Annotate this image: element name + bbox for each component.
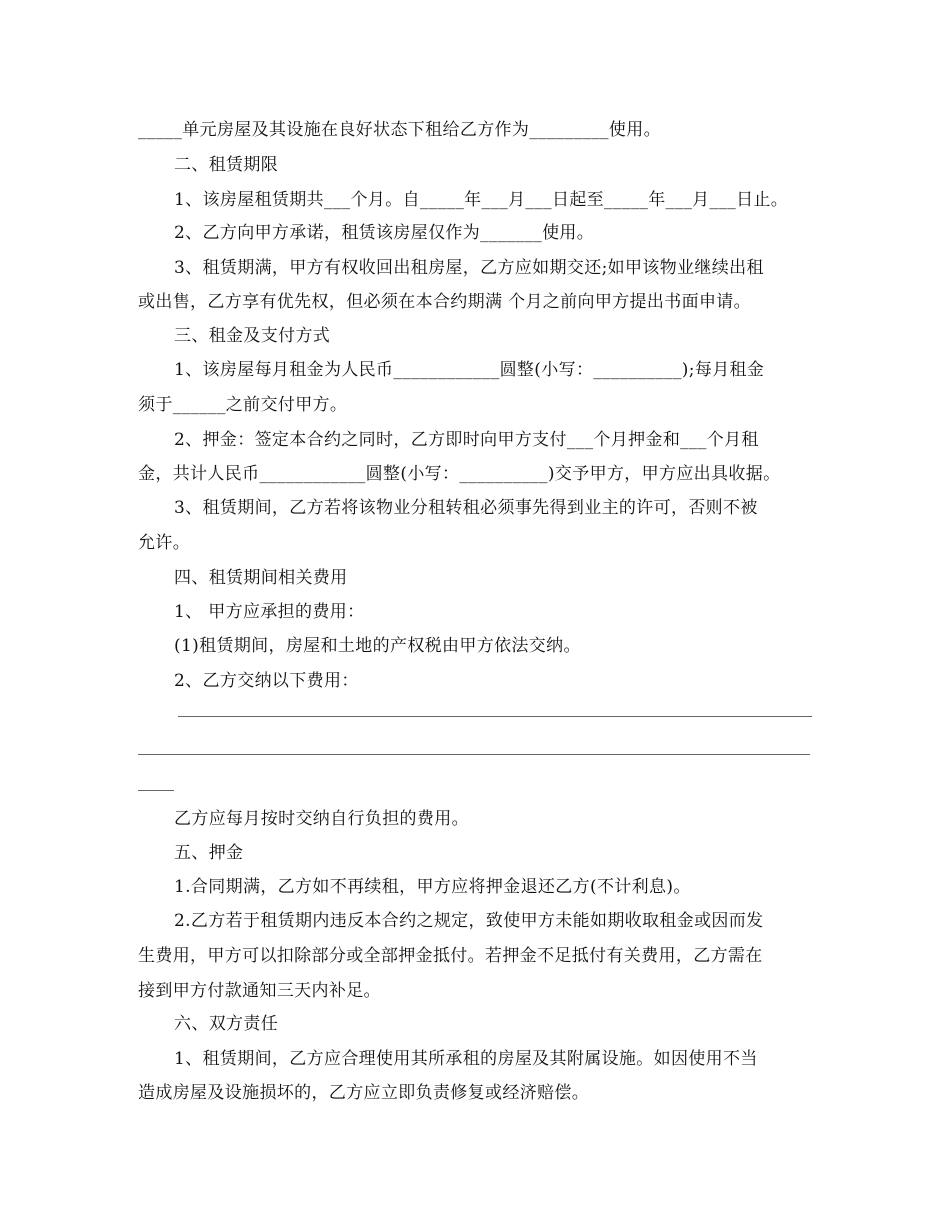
- section-heading: 三、租金及支付方式: [174, 326, 331, 346]
- clause: 2.乙方若于租赁期内违反本合约之规定，致使甲方未能如期收取租金或因而发: [174, 911, 764, 931]
- text-line: 须于______之前交付甲方。: [138, 395, 348, 415]
- text-line: _____单元房屋及其设施在良好状态下租给乙方作为_________使用。: [138, 120, 661, 140]
- text-line: 或出售，乙方享有优先权，但必须在本合约期满 个月之前向甲方提出书面申请。: [138, 292, 752, 312]
- section-heading: 四、租赁期间相关费用: [174, 568, 348, 588]
- clause: 1、该房屋租赁期共___个月。自_____年___月___日起至_____年___月___日止。: [174, 190, 789, 210]
- blank-fill-line: [138, 754, 810, 755]
- clause: 2、押金：签定本合约之同时，乙方即时向甲方支付___个月押金和___个月租: [174, 430, 759, 450]
- text-line: 允许。: [138, 533, 191, 553]
- text-line: 造成房屋及设施损坏的，乙方应立即负责修复或经济赔偿。: [138, 1083, 590, 1103]
- clause: 3、租赁期间，乙方若将该物业分租转租必须事先得到业主的许可，否则不被: [174, 498, 758, 518]
- blank-fill-line: [178, 716, 812, 717]
- clause: 1.合同期满，乙方如不再续租，甲方应将押金退还乙方(不计利息)。: [174, 877, 691, 897]
- section-heading: 二、租赁期限: [174, 155, 279, 175]
- text-line: 生费用，甲方可以扣除部分或全部押金抵付。若押金不足抵付有关费用，乙方需在: [138, 946, 763, 966]
- text-line: 金，共计人民币____________圆整(小写：__________)交予甲方，甲方应出具收据。: [138, 464, 781, 484]
- clause: 2、乙方交纳以下费用：: [174, 671, 359, 691]
- blank-fill-line: [138, 790, 174, 791]
- section-heading: 五、押金: [174, 843, 244, 863]
- clause: 乙方应每月按时交纳自行负担的费用。: [174, 809, 469, 829]
- section-heading: 六、双方责任: [174, 1014, 279, 1034]
- text-line: 接到甲方付款通知三天内补足。: [138, 981, 381, 1001]
- clause: 1、租赁期间，乙方应合理使用其所承租的房屋及其附属设施。如因使用不当: [174, 1049, 758, 1069]
- clause: 1、该房屋每月租金为人民币____________圆整(小写：__________);每月租金: [174, 360, 765, 380]
- clause: 1、 甲方应承担的费用：: [174, 602, 365, 622]
- clause: 3、租赁期满，甲方有权收回出租房屋，乙方应如期交还;如甲该物业继续出租: [174, 258, 764, 278]
- clause: 2、乙方向甲方承诺，租赁该房屋仅作为_______使用。: [174, 223, 595, 243]
- clause: (1)租赁期间，房屋和土地的产权税由甲方依法交纳。: [174, 636, 581, 656]
